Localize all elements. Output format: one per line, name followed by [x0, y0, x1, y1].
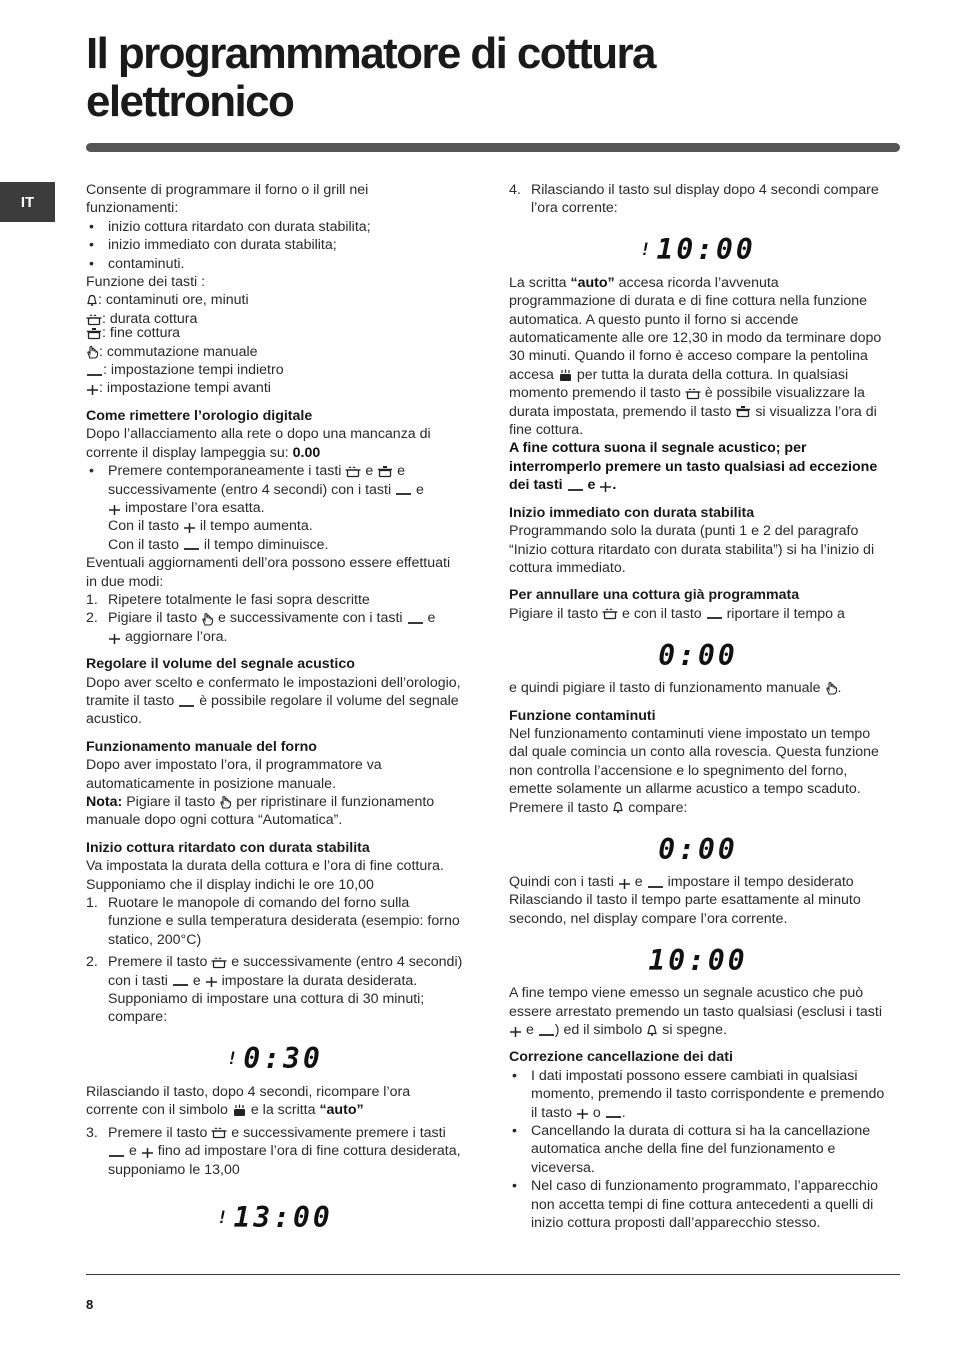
note: Nota: Pigiare il tasto per ripristinare il funzionamento manuale dopo ogni cottura “Automatica”.: [86, 794, 435, 829]
pot-end-icon: [735, 405, 751, 418]
paragraph: Dopo aver scelto e confermato le impostazioni dell’orologio, tramite il tasto è possibile regolare il volume del segnale acustico.: [86, 674, 461, 728]
list-item: 1. Ripetere totalmente le fasi sopra descritte: [86, 591, 464, 609]
plus-icon: [183, 520, 196, 533]
correction-list: [509, 1067, 887, 1233]
paragraph: Quindi con i tasti e impostare il tempo desiderato: [509, 873, 854, 890]
key-row: : commutazione manuale: [86, 343, 464, 361]
list-item: 2. Pigiare il tasto e successivamente con i tasti e aggiornare l’ora.: [86, 609, 464, 646]
paragraph: Eventuali aggiornamenti dell’ora possono essere effettuati in due modi:: [86, 555, 451, 590]
key-row: : fine cottura: [86, 324, 464, 342]
hand-icon: [86, 345, 99, 359]
paragraph: Va impostata la durata della cottura e l’ora di fine cottura. Supponiamo che il display indichi le ore 10,00: [86, 858, 444, 893]
delayed-steps: [86, 894, 464, 1027]
paragraph: Programmando solo la durata (punti 1 e 2 del paragrafo “Inizio cottura ritardato con durata stabilita”) si ha l’inizio di cottura immediato.: [509, 523, 875, 576]
minus-icon: [706, 607, 723, 620]
intro-text: Consente di programmare il forno o il grill nei funzionamenti:: [86, 182, 369, 217]
paragraph: Pigiare il tasto e con il tasto riportare il tempo a: [509, 605, 845, 622]
bell-icon: [646, 1024, 658, 1037]
right-column: [509, 181, 887, 1232]
key-row: : impostazione tempi avanti: [86, 379, 464, 397]
minus-icon: [172, 974, 189, 987]
minus-icon: [567, 479, 584, 492]
paragraph: La scritta “auto” accesa ricorda l’avvenuta programmazione di durata e di fine cottura nella funzione automatica. A questo punto il forno si accende automaticamente alle ore 12,30 in modo da terminare dopo 30 minuti. Quando il forno è acceso compare la pentolina accesa per tutta la durata della cottura. In qualsiasi momento premendo il tasto è possibile visualizzare la durata impostata, premendo il tasto si visualizza l’ora di fine cottura.: [509, 274, 882, 439]
plus-icon: [599, 479, 612, 492]
delayed-steps-end: [509, 181, 887, 218]
modes-list: [86, 218, 464, 273]
oven-display-current-time: ! 10:00: [640, 233, 756, 267]
plus-icon: [141, 1145, 154, 1158]
clock-steps: [86, 462, 464, 554]
delayed-steps-cont: [86, 1124, 464, 1179]
paragraph: Dopo l’allacciamento alla rete o dopo una mancanza di corrente il display lampeggia su: 0.00: [86, 426, 431, 461]
minus-icon: [183, 538, 200, 551]
paragraph: A fine cottura suona il segnale acustico; per interromperlo premere un tasto qualsiasi ad eccezione dei tasti e .: [509, 440, 878, 494]
display-value: 0.00: [292, 444, 321, 461]
pot-lit-icon: [232, 1104, 247, 1117]
plus-icon: [205, 974, 218, 987]
paragraph: Rilasciando il tasto il tempo parte esattamente al minuto secondo, nel display compare l’ora corrente.: [509, 892, 861, 927]
update-steps: [86, 591, 464, 646]
minus-icon: [86, 364, 103, 377]
key-row: : durata cottura: [86, 310, 464, 328]
list-item: • Nel caso di funzionamento programmato, l’apparecchio non accetta tempi di fine cottura antecedenti a quelli di inizio cottura proposti dall’apparecchio stesso.: [509, 1177, 887, 1232]
language-tab: IT: [0, 182, 55, 222]
minus-icon: [605, 1106, 622, 1119]
list-item: • Premere contemporaneamente i tasti e e successivamente (entro 4 secondi) con i tasti e impostare l’ora esatta. Con il tasto il tempo aumenta. Con il tasto il tempo diminuisce.: [86, 462, 464, 554]
section-heading: Correzione cancellazione dei dati: [509, 1049, 733, 1066]
footer-divider: [86, 1274, 900, 1275]
pot-duration-icon: [685, 387, 701, 400]
paragraph: Rilasciando il tasto, dopo 4 secondi, ricompare l’ora corrente con il simbolo e la scritta “auto”: [86, 1083, 411, 1119]
pot-duration-icon: [211, 1126, 227, 1139]
minus-icon: [538, 1024, 555, 1037]
plus-icon: [509, 1024, 522, 1037]
bell-icon: [86, 294, 98, 307]
oven-display-timer-current: 10:00: [648, 943, 748, 977]
bell-icon: [612, 801, 624, 814]
section-heading: Regolare il volume del segnale acustico: [86, 656, 355, 673]
list-item: • contaminuti.: [86, 255, 464, 273]
section-heading: Inizio immediato con durata stabilita: [509, 504, 755, 521]
list-item: • Cancellando la durata di cottura si ha la cancellazione automatica anche della fine del funzionamento e viceversa.: [509, 1122, 887, 1177]
oven-display-end-time: ! 13:00: [217, 1200, 333, 1234]
plus-icon: [86, 382, 99, 395]
paragraph: Dopo aver impostato l’ora, il programmatore va automaticamente in posizione manuale.: [86, 757, 382, 792]
hand-icon: [201, 612, 214, 626]
hand-icon: [219, 795, 232, 809]
paragraph: A fine tempo viene emesso un segnale acustico che può essere arrestato premendo un tasto qualsiasi (esclusi i tasti e ) ed il simbolo si spegne.: [509, 985, 882, 1038]
oven-display-timer: 0:00: [658, 832, 738, 866]
list-item: 2. Premere il tasto e successivamente (entro 4 secondi) con i tasti e impostare la durata desiderata. Supponiamo di impostare una cottura di 30 minuti; compare:: [86, 953, 464, 1027]
pot-end-icon: [86, 327, 102, 340]
key-row: : contaminuti ore, minuti: [86, 291, 464, 309]
key-row: : impostazione tempi indietro: [86, 361, 464, 379]
list-item: 3. Premere il tasto e successivamente premere i tasti e fino ad impostare l’ora di fine cottura desiderata, supponiamo le 13,00: [86, 1124, 464, 1179]
section-heading: Funzionamento manuale del forno: [86, 738, 317, 755]
paragraph: e quindi pigiare il tasto di funzionamento manuale .: [509, 680, 842, 697]
title-divider: [86, 143, 900, 152]
left-column: [86, 181, 464, 1241]
plus-icon: [108, 502, 121, 515]
section-heading: Come rimettere l’orologio digitale: [86, 407, 313, 424]
oven-display-reset: 0:00: [658, 638, 738, 672]
keys-title: Funzione dei tasti :: [86, 274, 206, 291]
paragraph: Nel funzionamento contaminuti viene impostato un tempo dal quale comincia un conto alla rovescia. Questa funzione non controlla l’accensione e lo spegnimento del forno, emette solamente un allarme acustico a tempo scaduto. Premere il tasto compare:: [509, 725, 879, 816]
page-number: 8: [86, 1297, 94, 1312]
pot-duration-icon: [345, 465, 361, 478]
pot-duration-icon: [602, 607, 618, 620]
minus-icon: [407, 612, 424, 625]
list-item: • inizio immediato con durata stabilita;: [86, 236, 464, 254]
minus-icon: [178, 695, 195, 708]
minus-icon: [108, 1145, 125, 1158]
page-title: Il programmmatore di cottura elettronico: [86, 29, 655, 126]
section-heading: Inizio cottura ritardato con durata stabilita: [86, 839, 370, 856]
list-item: • I dati impostati possono essere cambiati in qualsiasi momento, premendo il tasto corrispondente e premendo il tasto o .: [509, 1067, 887, 1122]
list-item: • inizio cottura ritardato con durata stabilita;: [86, 218, 464, 236]
pot-duration-icon: [211, 956, 227, 969]
plus-icon: [618, 876, 631, 889]
section-heading: Per annullare una cottura già programmata: [509, 587, 800, 604]
section-heading: Funzione contaminuti: [509, 707, 656, 724]
plus-icon: [108, 631, 121, 644]
hand-icon: [825, 681, 838, 695]
minus-icon: [395, 483, 412, 496]
minus-icon: [647, 876, 664, 889]
pot-end-icon: [377, 465, 393, 478]
list-item: 4. Rilasciando il tasto sul display dopo 4 secondi compare l’ora corrente:: [509, 181, 887, 218]
plus-icon: [576, 1106, 589, 1119]
list-item: 1. Ruotare le manopole di comando del forno sulla funzione e sulla temperatura desiderata (esempio: forno statico, 200°C): [86, 894, 464, 949]
oven-display-duration: ! 0:30: [227, 1042, 323, 1076]
pot-lit-icon: [558, 369, 573, 382]
